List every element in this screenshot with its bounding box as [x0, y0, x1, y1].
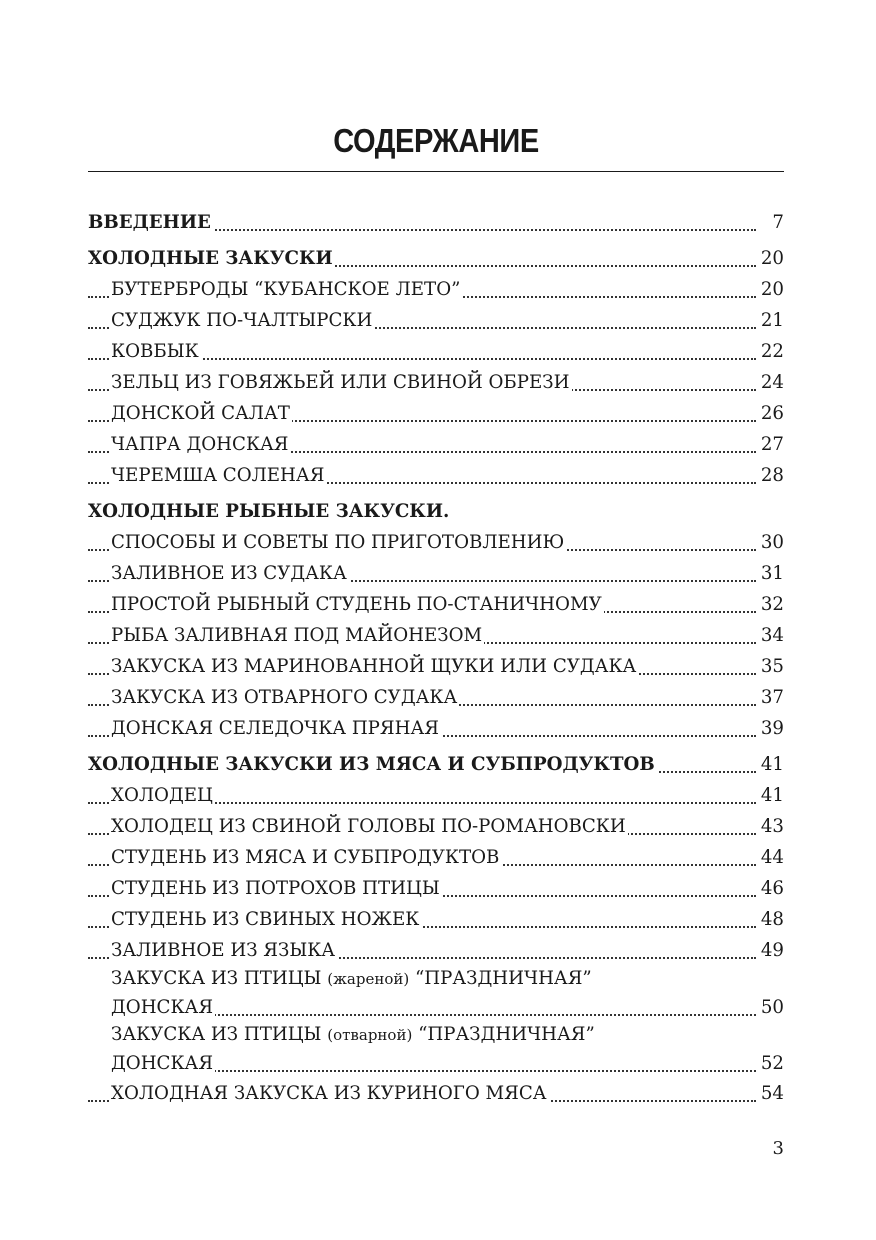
toc-item[interactable]: ХОЛОДНАЯ ЗАКУСКА ИЗ КУРИНОГО МЯСА 54	[88, 1078, 784, 1109]
page-ref: 28	[757, 460, 784, 491]
toc-item[interactable]: СУДЖУК ПО-ЧАЛТЫРСКИ 21	[88, 305, 784, 336]
toc-item[interactable]: ХОЛОДЕЦ 41	[88, 780, 784, 811]
page-ref: 46	[757, 873, 784, 904]
page-ref: 41	[757, 780, 784, 811]
toc-item[interactable]: СТУДЕНЬ ИЗ СВИНЫХ НОЖЕК 48	[88, 904, 784, 935]
toc-item[interactable]: СТУДЕНЬ ИЗ МЯСА И СУБПРОДУКТОВ 44	[88, 842, 784, 873]
toc-item[interactable]: КОВБЫК 22	[88, 336, 784, 367]
toc-item[interactable]: БУТЕРБРОДЫ “КУБАНСКОЕ ЛЕТО” 20	[88, 274, 784, 305]
toc-item[interactable]: ЗАКУСКА ИЗ ПТИЦЫ (жареной) “ПРАЗДНИЧНАЯ” ДОНСКАЯ 50	[88, 966, 784, 1022]
page-ref: 27	[757, 429, 784, 460]
toc-section-meat-appetizers[interactable]: ХОЛОДНЫЕ ЗАКУСКИ ИЗ МЯСА И СУБПРОДУКТОВ 41	[88, 749, 784, 780]
page-ref: 34	[757, 620, 784, 651]
toc-section-cold-appetizers[interactable]: ХОЛОДНЫЕ ЗАКУСКИ 20	[88, 243, 784, 274]
page-ref: 54	[757, 1078, 784, 1109]
toc-item[interactable]: СТУДЕНЬ ИЗ ПОТРОХОВ ПТИЦЫ 46	[88, 873, 784, 904]
toc-item[interactable]: ЗАЛИВНОЕ ИЗ СУДАКА 31	[88, 558, 784, 589]
page-ref: 31	[757, 558, 784, 589]
toc-item[interactable]: ЗАКУСКА ИЗ ОТВАРНОГО СУДАКА 37	[88, 682, 784, 713]
page-ref: 22	[757, 336, 784, 367]
page-ref: 39	[757, 713, 784, 744]
page-number: 3	[772, 1138, 784, 1159]
page-ref: 44	[757, 842, 784, 873]
page-ref: 43	[757, 811, 784, 842]
page-ref: 41	[757, 749, 784, 780]
toc-item[interactable]: ДОНСКОЙ САЛАТ 26	[88, 398, 784, 429]
toc-item[interactable]: ДОНСКАЯ СЕЛЕДОЧКА ПРЯНАЯ 39	[88, 713, 784, 744]
toc-section-introduction[interactable]: ВВЕДЕНИЕ 7	[88, 207, 784, 238]
page-title: СОДЕРЖАНИЕ	[333, 122, 539, 159]
toc-item[interactable]: ЧАПРА ДОНСКАЯ 27	[88, 429, 784, 460]
toc-item[interactable]: СПОСОБЫ И СОВЕТЫ ПО ПРИГОТОВЛЕНИЮ 30	[88, 527, 784, 558]
page-ref: 48	[757, 904, 784, 935]
page-ref: 24	[757, 367, 784, 398]
table-of-contents	[88, 207, 784, 1109]
page-ref: 37	[757, 682, 784, 713]
page-ref: 50	[757, 992, 784, 1022]
toc-item[interactable]: ХОЛОДЕЦ ИЗ СВИНОЙ ГОЛОВЫ ПО-РОМАНОВСКИ 43	[88, 811, 784, 842]
page-ref: 49	[757, 935, 784, 966]
toc-item[interactable]: ЗАКУСКА ИЗ ПТИЦЫ (отварной) “ПРАЗДНИЧНАЯ” ДОНСКАЯ 52	[88, 1022, 784, 1078]
page-ref: 26	[757, 398, 784, 429]
toc-item[interactable]: ЗЕЛЬЦ ИЗ ГОВЯЖЬЕЙ ИЛИ СВИНОЙ ОБРЕЗИ 24	[88, 367, 784, 398]
page-ref: 52	[757, 1048, 784, 1078]
page-ref: 20	[757, 274, 784, 305]
toc-item[interactable]: РЫБА ЗАЛИВНАЯ ПОД МАЙОНЕЗОМ 34	[88, 620, 784, 651]
toc-item[interactable]: ЗАЛИВНОЕ ИЗ ЯЗЫКА 49	[88, 935, 784, 966]
page-ref: 21	[757, 305, 784, 336]
toc-item[interactable]: ПРОСТОЙ РЫБНЫЙ СТУДЕНЬ ПО-СТАНИЧНОМУ 32	[88, 589, 784, 620]
page-ref: 30	[757, 527, 784, 558]
toc-item[interactable]: ЗАКУСКА ИЗ МАРИНОВАННОЙ ЩУКИ ИЛИ СУДАКА 35	[88, 651, 784, 682]
page-ref: 20	[757, 243, 784, 274]
title-divider	[88, 171, 784, 172]
toc-section-cold-fish-appetizers[interactable]: ХОЛОДНЫЕ РЫБНЫЕ ЗАКУСКИ.	[88, 501, 450, 522]
page-ref: 7	[768, 207, 784, 238]
page-ref: 35	[757, 651, 784, 682]
toc-item[interactable]: ЧЕРЕМША СОЛЕНАЯ 28	[88, 460, 784, 491]
page-ref: 32	[757, 589, 784, 620]
